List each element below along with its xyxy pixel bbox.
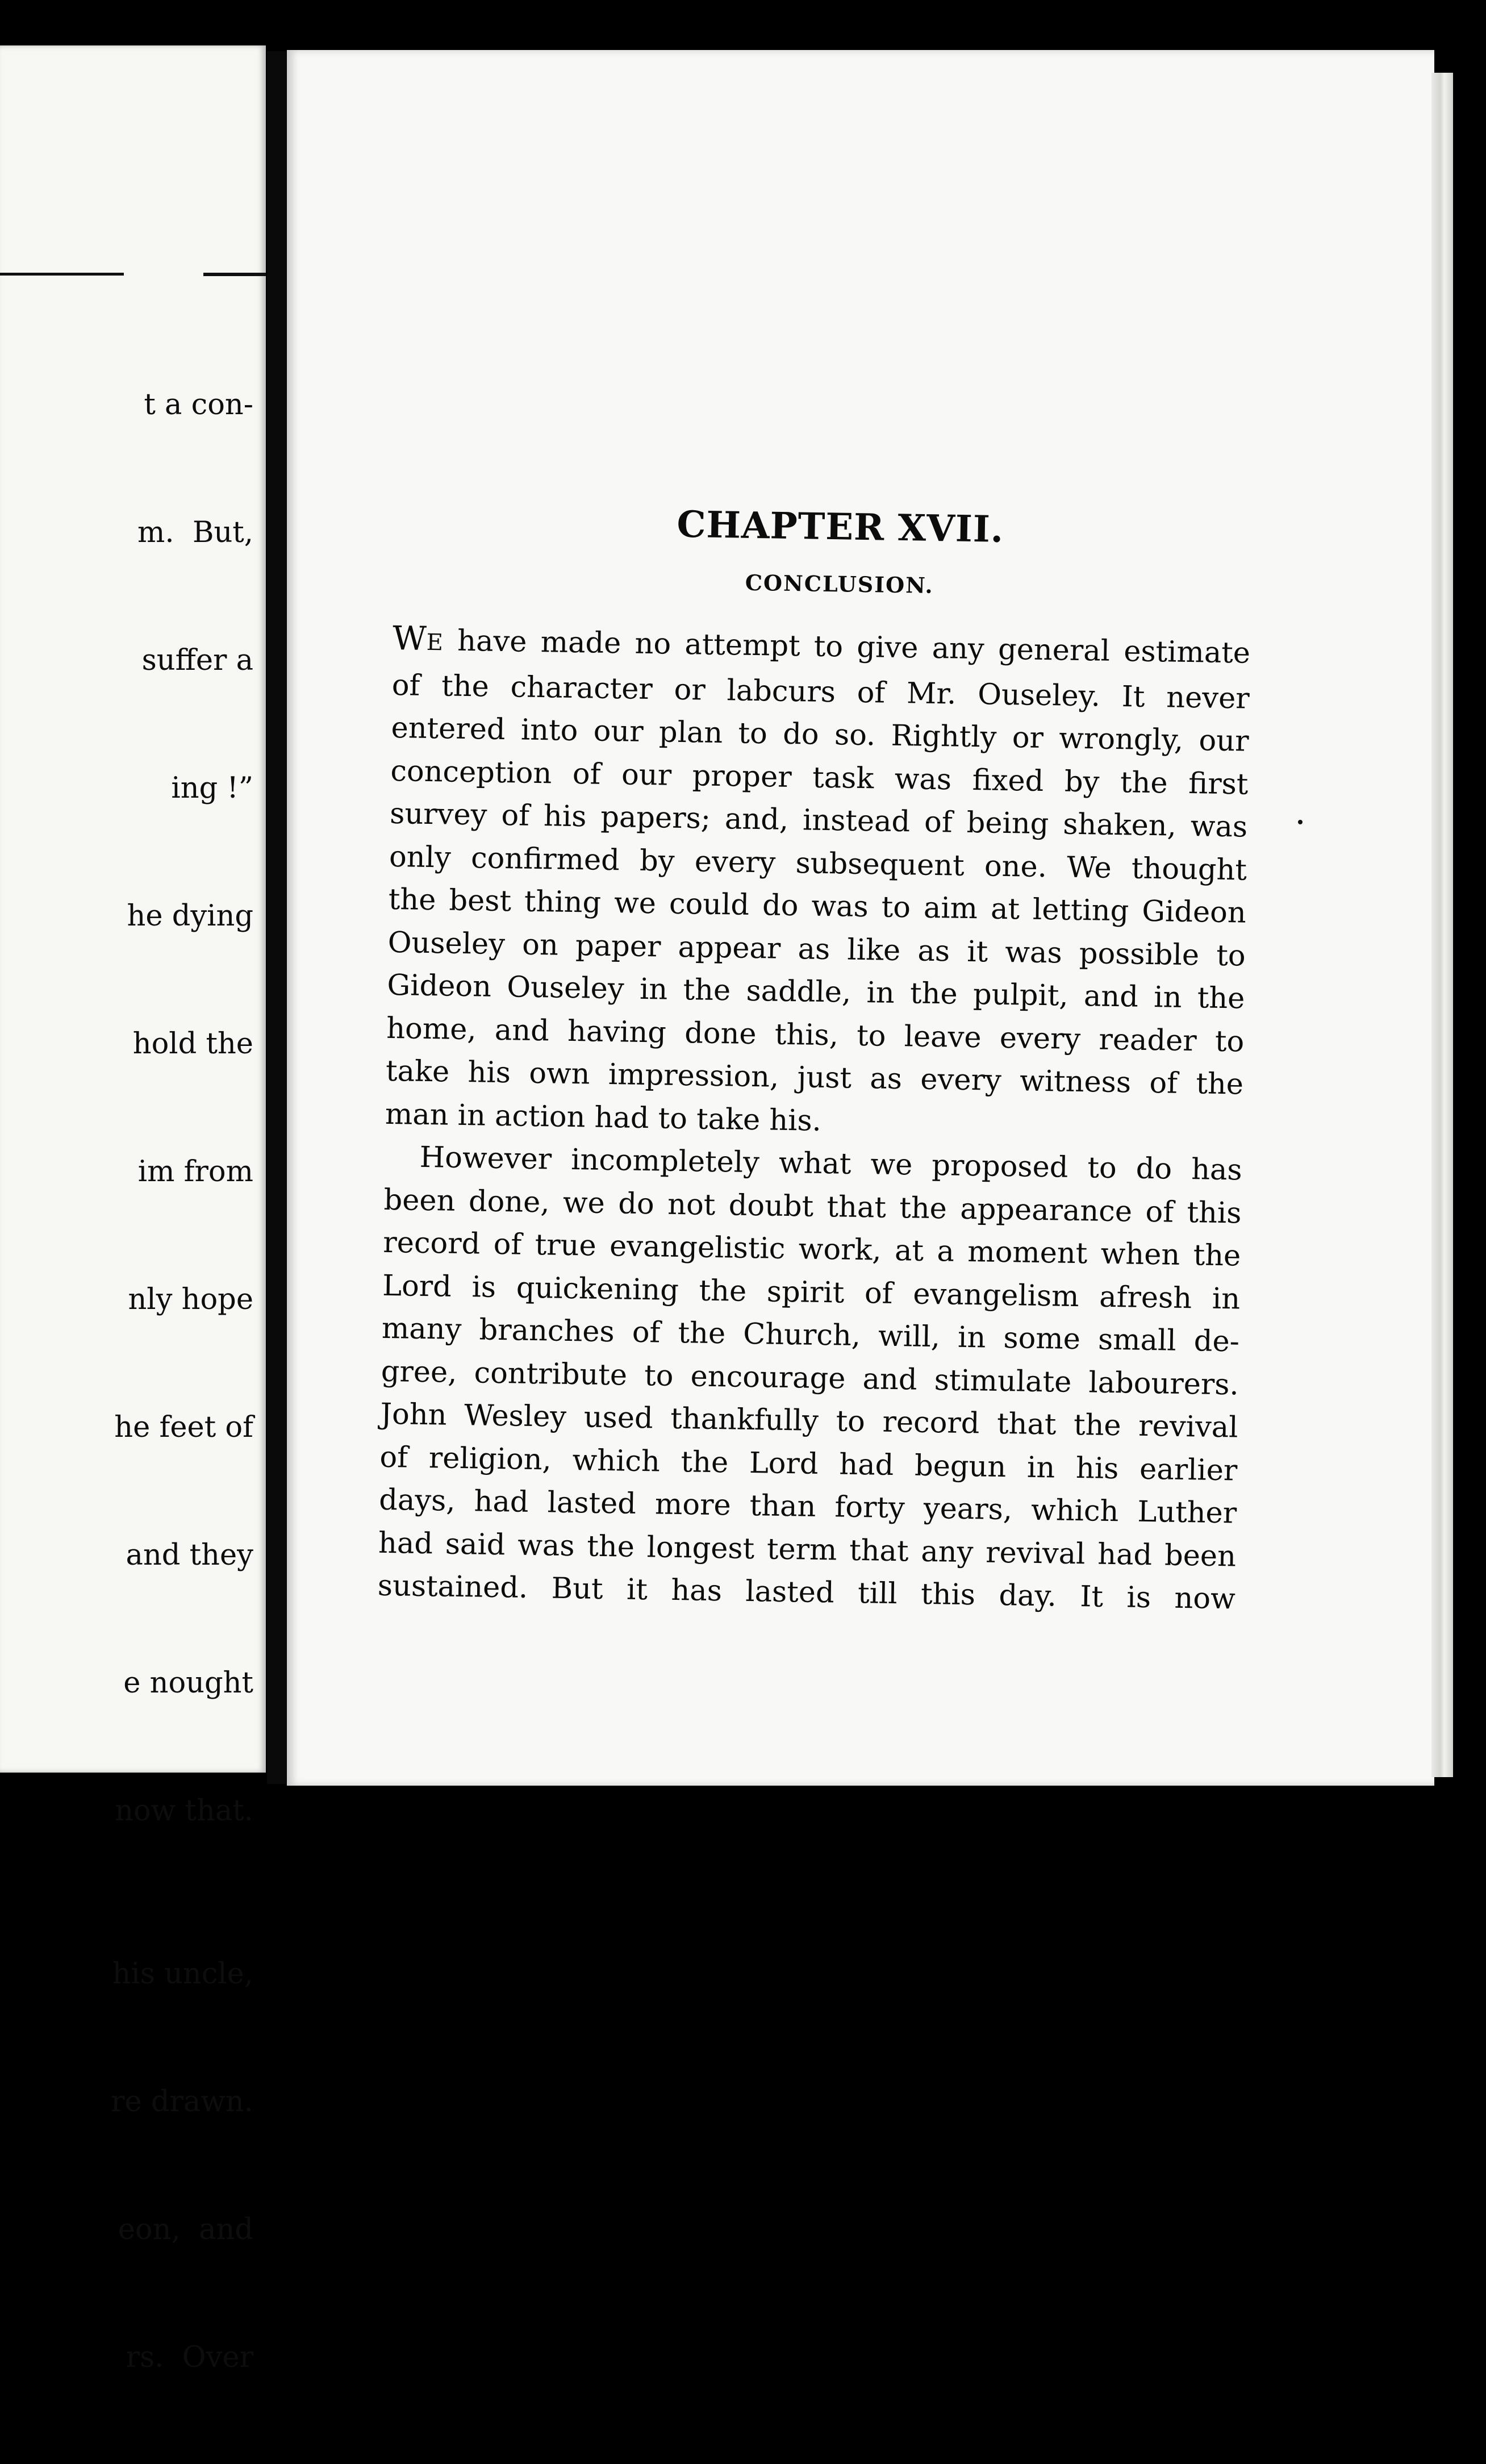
paragraph-line: survey of his papers; and, instead of being shaken, was — [389, 797, 1248, 844]
left-page-rule — [0, 273, 124, 276]
left-page-line: hold the — [132, 1027, 253, 1061]
chapter-title: CHAPTER XVII. — [676, 503, 1004, 551]
paragraph-line: of religion, which the Lord had begun in his earlier — [379, 1440, 1238, 1488]
paragraph-line: been done, we do not doubt that the appearance of this — [383, 1183, 1242, 1231]
left-page-line: eon, and — [118, 2213, 253, 2246]
left-page-line: nly hope — [128, 1283, 253, 1316]
left-page-line: ing !” — [171, 772, 253, 805]
left-page-line: now that. — [115, 1794, 253, 1828]
paragraph-line: sustained. But it has lasted till this day. It is now — [377, 1569, 1236, 1616]
paragraph-line: only confirmed by every subsequent one. We thought — [389, 840, 1247, 887]
book-spine-gutter — [267, 51, 286, 1784]
page-edge-stack — [1431, 73, 1453, 1777]
paragraph-line: However incompletely what we proposed to do has — [419, 1140, 1243, 1187]
paragraph-1 — [385, 617, 1250, 1149]
left-page-line: he dying — [127, 899, 253, 933]
initial-letter: W — [392, 618, 427, 658]
left-page-line: e nought — [123, 1666, 253, 1700]
paragraph-2 — [377, 1136, 1242, 1621]
paragraph-line: had said was the longest term that any revival had been — [378, 1526, 1237, 1573]
paragraph-line: conception of our proper task was fixed by the first — [390, 754, 1249, 802]
left-page-line: suffer a — [141, 644, 253, 677]
paragraph-line: record of true evangelistic work, at a moment when the — [382, 1225, 1241, 1273]
page-content — [377, 499, 1252, 1621]
left-page-rule-second — [203, 273, 266, 276]
paragraph-line: Gideon Ouseley in the saddle, in the pulpit, and in the — [387, 968, 1245, 1016]
paragraph-line: of the character or labcurs of Mr. Ouseley. It never — [391, 668, 1250, 716]
paragraph-line: gree, contribute to encourage and stimulate labourers. — [381, 1354, 1239, 1402]
right-page — [287, 50, 1434, 1786]
paragraph-line: home, and having done this, to leave every reader to — [386, 1011, 1245, 1059]
paragraph-line: take his own impression, just as every witness of the — [385, 1054, 1244, 1102]
left-page-line: and they — [126, 1539, 253, 1572]
left-page-line: he feet of — [114, 1411, 253, 1444]
paragraph-line: days, had lasted more than forty years, which Luther — [378, 1483, 1237, 1531]
paragraph-line: the best thing we could do was to aim at letting Gideon — [388, 882, 1247, 930]
left-page-line: t a con- — [144, 388, 253, 422]
paragraph-line: Lord is quickening the spirit of evangelism afresh in — [382, 1269, 1241, 1316]
paragraph-line: many branches of the Church, will, in some small de- — [381, 1311, 1240, 1359]
ink-speck — [1298, 820, 1303, 824]
paragraph-line: Ouseley on paper appear as like as it was possible to — [387, 925, 1246, 973]
paragraph-line: man in action had to take his. — [385, 1097, 822, 1138]
paragraph-line: entered into our plan to do so. Rightly or wrongly, our — [391, 711, 1249, 758]
left-page-line: his uncle, — [112, 1957, 253, 1991]
left-facing-page — [0, 45, 266, 2374]
left-page-line: rs. Over — [126, 2341, 253, 2374]
left-page-line: m. But, — [137, 516, 253, 549]
left-page-line: im from — [137, 1155, 253, 1189]
chapter-subtitle: CONCLUSION. — [745, 569, 934, 598]
left-page-text — [111, 298, 253, 2464]
left-page-line: re drawn. — [111, 2085, 253, 2119]
paragraph-line-text: have made no attempt to give any general estimate — [443, 624, 1251, 670]
initial-word-rest: E — [426, 629, 444, 656]
paragraph-line: John Wesley used thankfully to record that the revival — [380, 1397, 1238, 1445]
